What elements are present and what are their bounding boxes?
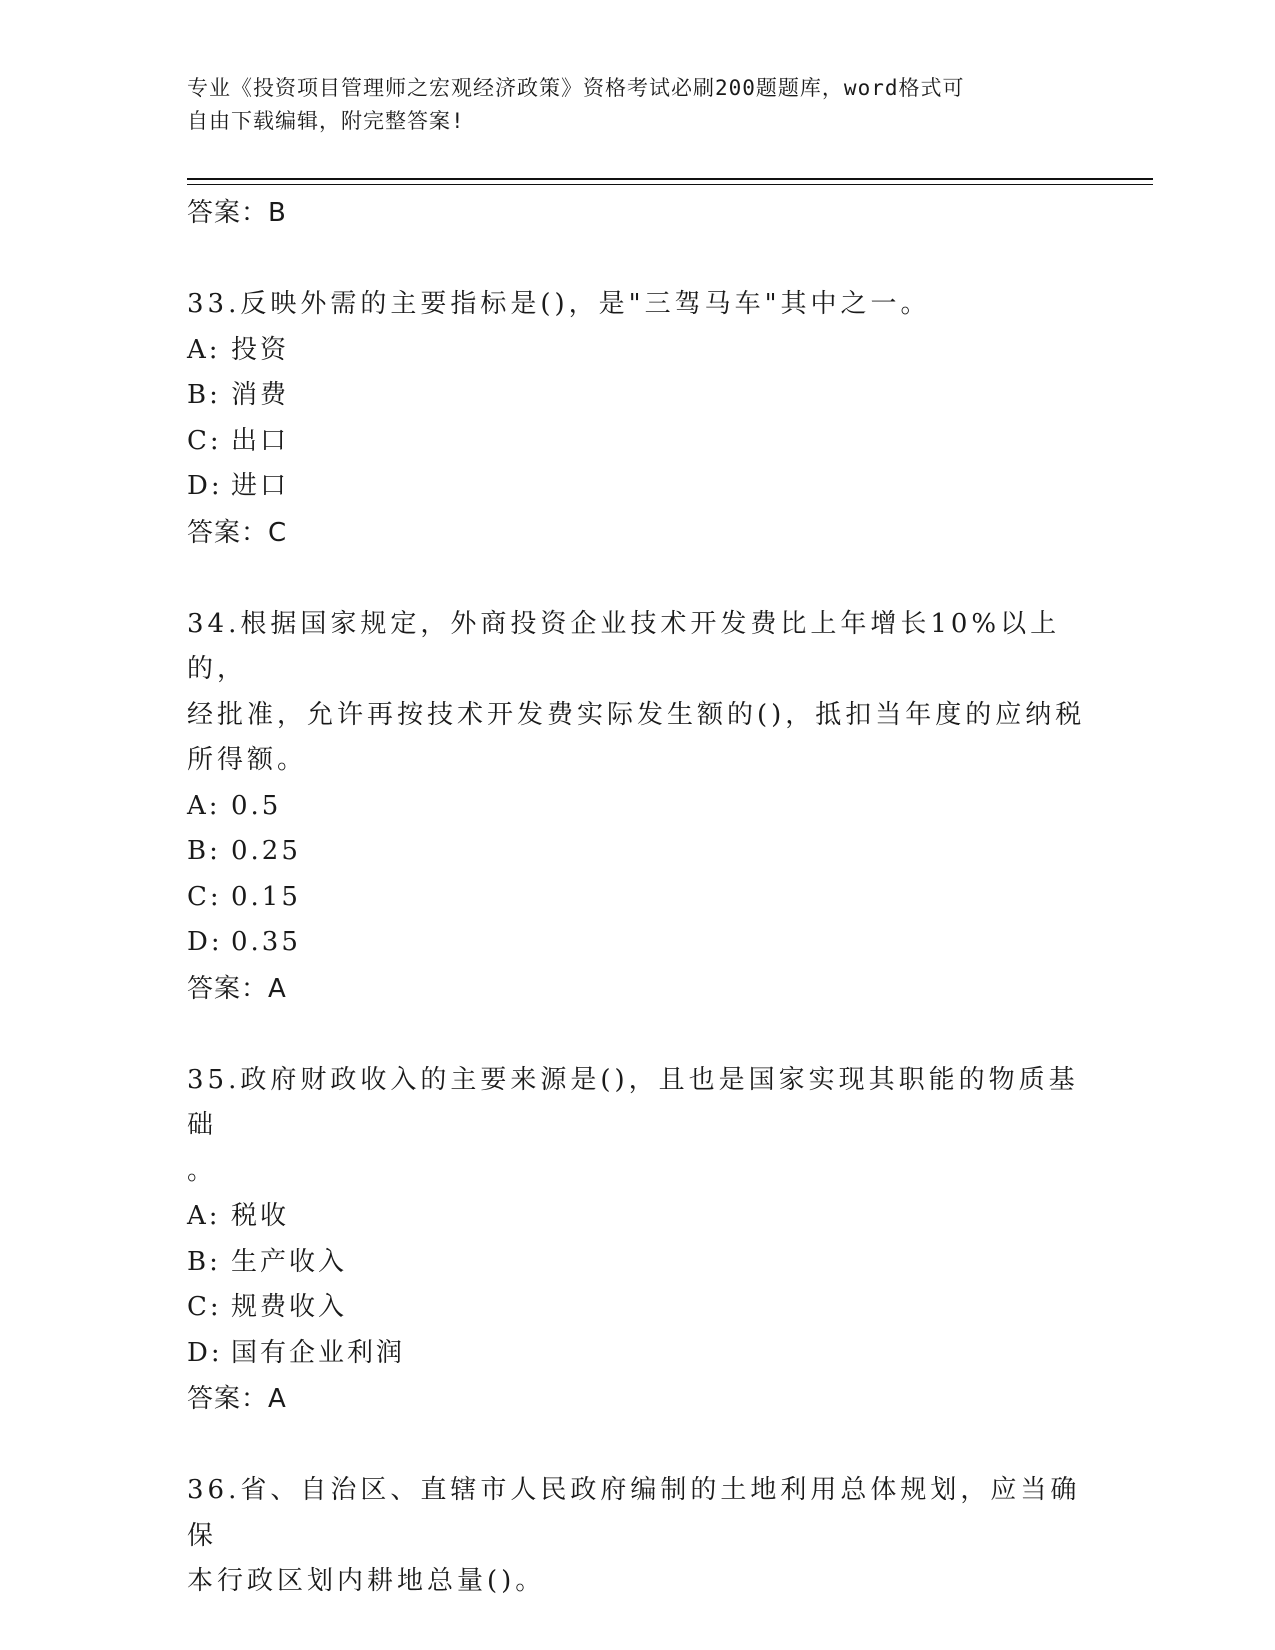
question-text: 33.反映外需的主要指标是()，是"三驾马车"其中之一。 [187,289,931,319]
header-line: 专业《投资项目管理师之宏观经济政策》资格考试必刷200题题库，word格式可 [187,76,965,100]
page-header [187,72,1067,138]
option-b: B: 消费 [187,380,290,410]
option-c: C: 0.15 [187,881,301,912]
option-a: A: 税收 [187,1201,290,1231]
question-text: 36.省、自治区、直辖市人民政府编制的土地利用总体规划，应当确保 [187,1475,1081,1551]
header-divider [187,178,1153,180]
option-b: B: 生产收入 [187,1246,348,1277]
option-d: D: 0.35 [187,927,301,957]
question-text: 35.政府财政收入的主要来源是()，且也是国家实现其职能的物质基础 [187,1064,1079,1140]
option-a: A: 投资 [187,334,290,365]
option-d: D: 进口 [187,471,290,501]
option-a: A: 0.5 [187,790,282,821]
answer-line: 答案：B [187,198,287,228]
question-block [187,1468,1087,1605]
answer-line: 答案：A [187,1384,287,1414]
question-block [187,602,1087,966]
header-divider-thin [187,184,1153,185]
question-text: 。 [187,1155,218,1186]
question-block [187,1058,1087,1377]
option-b: B: 0.25 [187,836,301,866]
option-d: D: 国有企业利润 [187,1337,406,1368]
question-text: 34.根据国家规定，外商投资企业技术开发费比上年增长10%以上的， [187,608,1061,684]
answer-line: 答案：C [187,517,288,548]
option-c: C: 规费收入 [187,1292,348,1322]
answer-line: 答案：A [187,973,287,1004]
question-block [187,282,1087,510]
question-text: 经批准，允许再按技术开发费实际发生额的()，抵扣当年度的应纳税 [187,699,1086,730]
document-body [187,190,1087,1605]
option-c: C: 出口 [187,425,290,456]
question-text: 本行政区划内耕地总量()。 [187,1566,546,1596]
header-line: 自由下载编辑，附完整答案! [187,109,465,133]
question-text: 所得额。 [187,745,308,775]
